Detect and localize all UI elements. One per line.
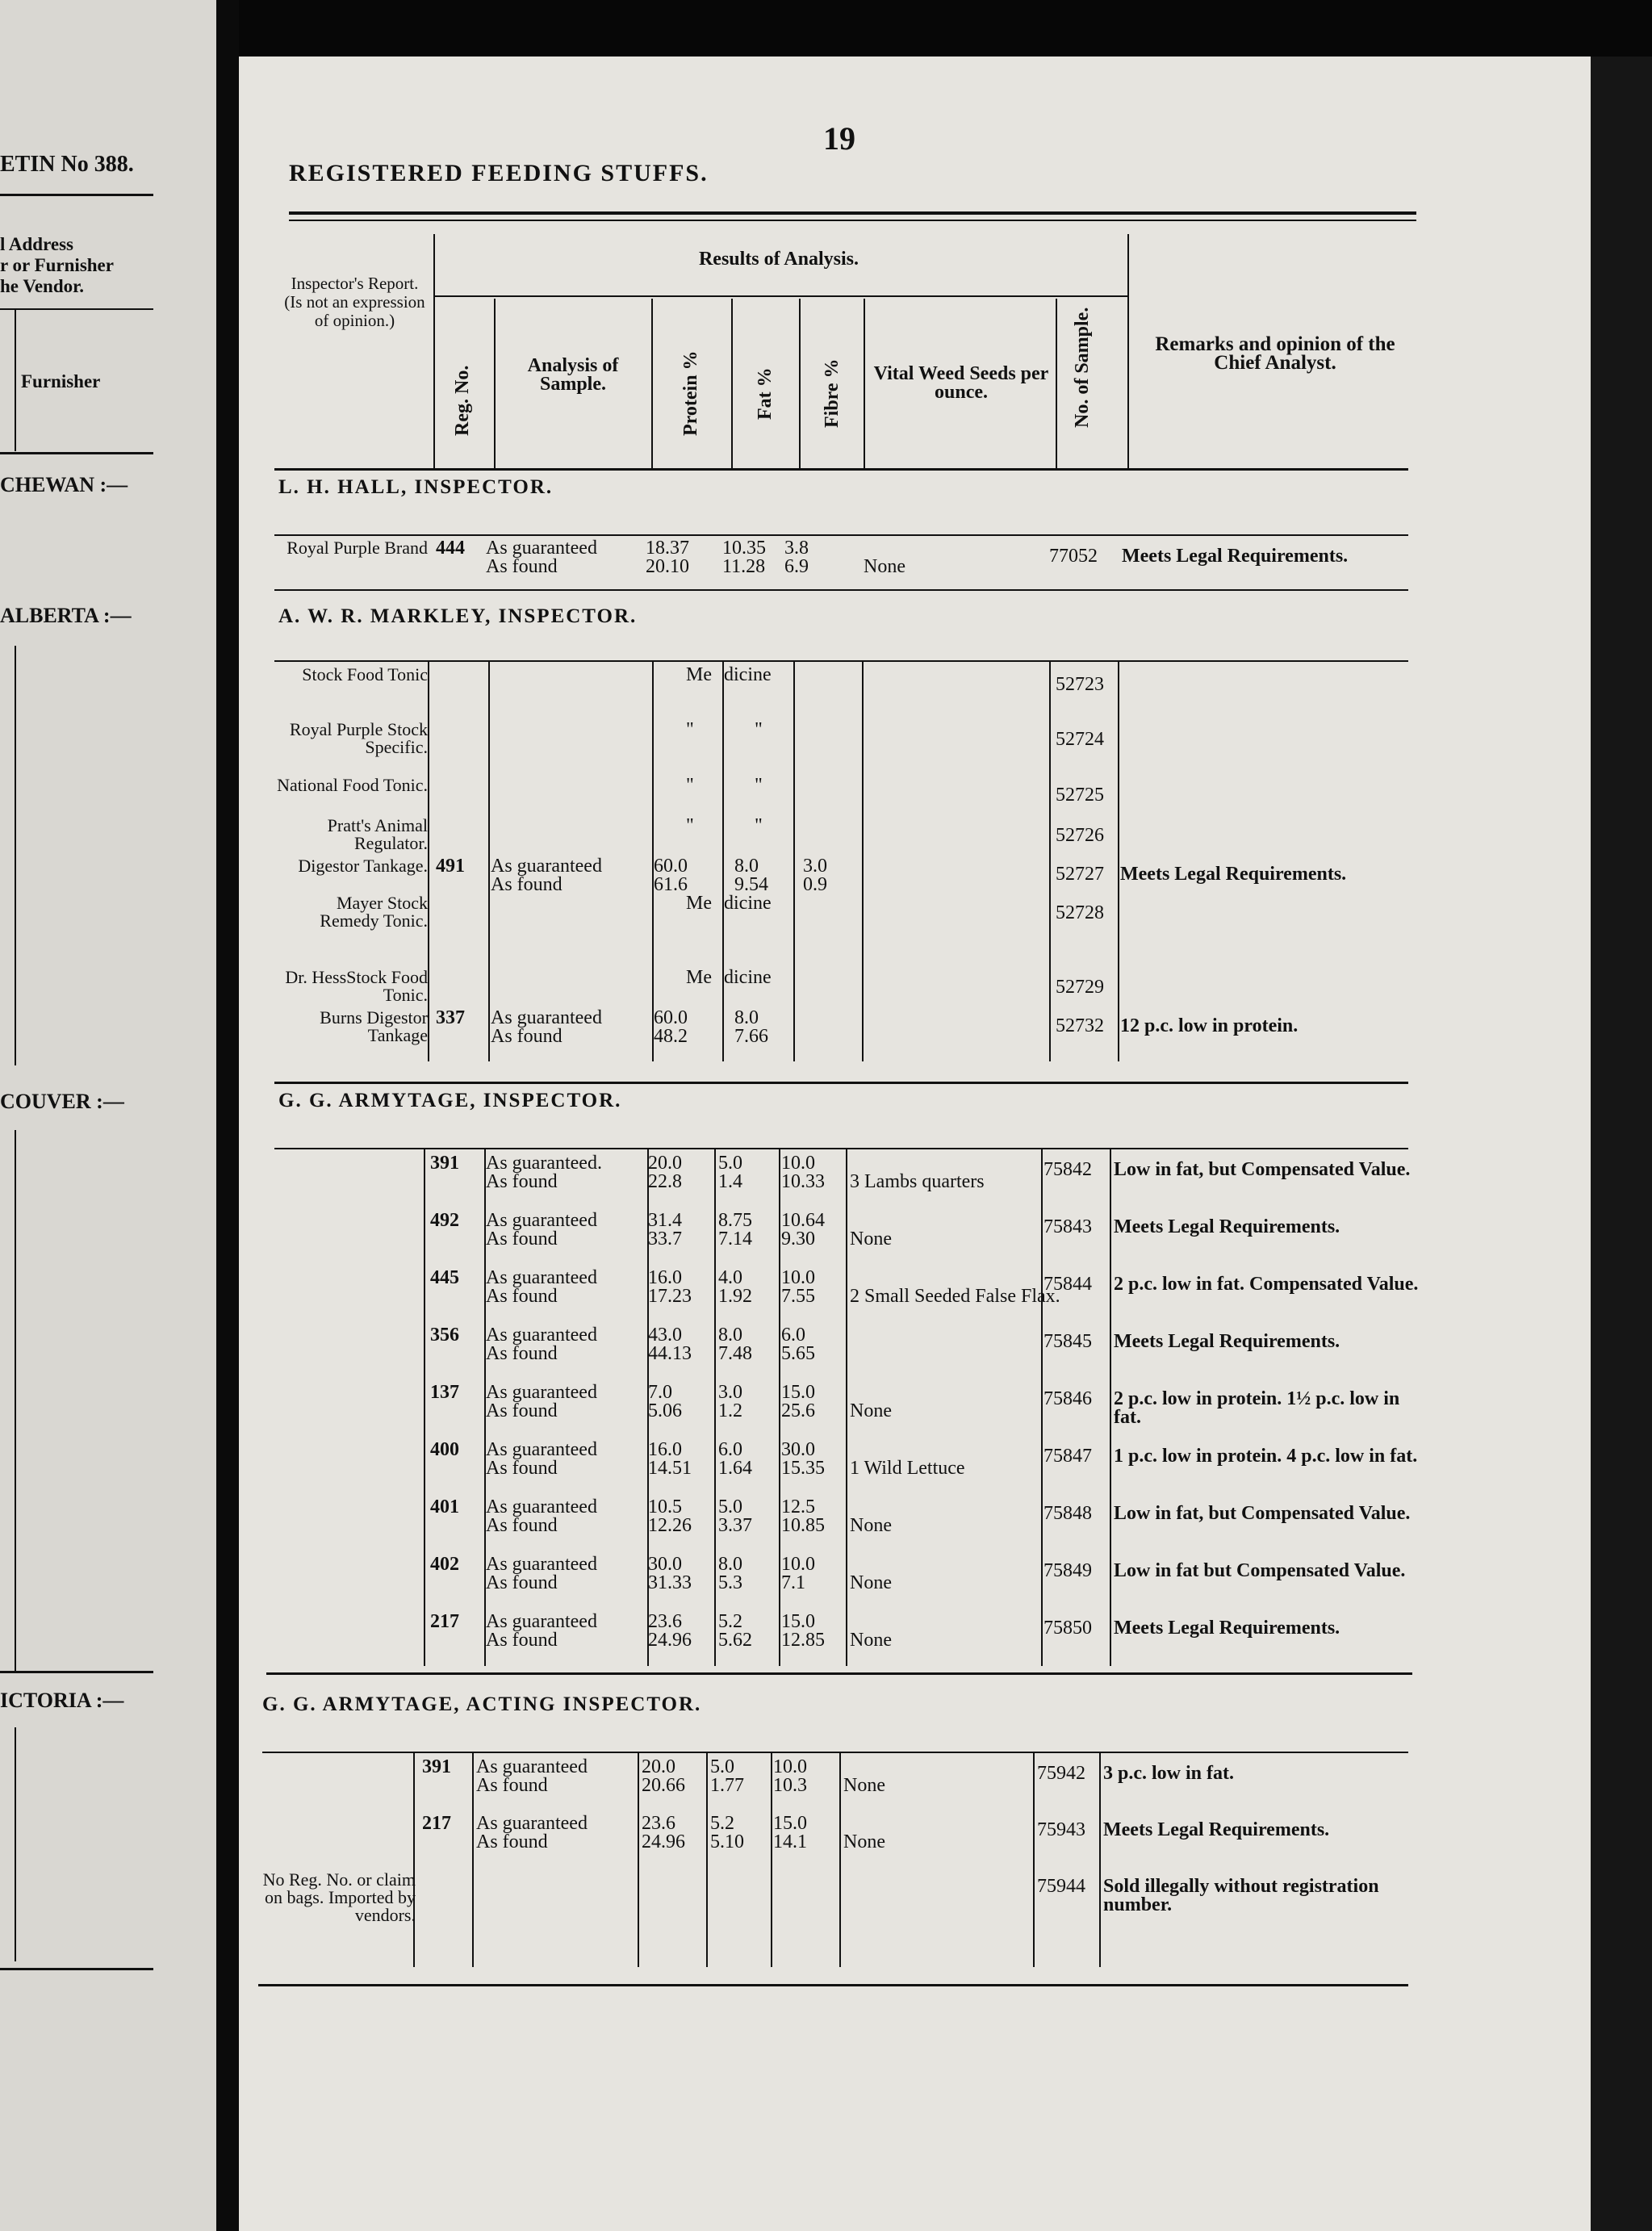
table-cell: 14.1 xyxy=(773,1831,807,1852)
table-cell: 9.30 xyxy=(781,1229,815,1249)
table-cell: 6.0 xyxy=(718,1439,742,1460)
table-cell: 75845 xyxy=(1043,1331,1092,1352)
table-cell: 1 Wild Lettuce xyxy=(850,1458,965,1479)
table-cell: 20.66 xyxy=(642,1775,685,1796)
table-cell: None xyxy=(850,1229,892,1249)
table-cell: As found xyxy=(486,1458,558,1479)
table-cell: 2 p.c. low in fat. Compensated Value. xyxy=(1114,1274,1419,1295)
table-cell: As found xyxy=(486,1229,558,1249)
table-cell: 1.92 xyxy=(718,1286,752,1307)
table-cell: 75847 xyxy=(1043,1446,1092,1467)
table-cell: 20.0 xyxy=(648,1153,682,1174)
table-cell: As guaranteed xyxy=(486,1611,597,1632)
table-cell: 23.6 xyxy=(642,1813,675,1834)
table-cell: 7.48 xyxy=(718,1343,752,1364)
table-cell: 10.33 xyxy=(781,1171,825,1192)
table-cell: 12.5 xyxy=(781,1496,815,1517)
table-cell: 7.14 xyxy=(718,1229,752,1249)
table-cell: 5.2 xyxy=(718,1611,742,1632)
table-cell: None xyxy=(850,1630,892,1651)
table-cell: None xyxy=(843,1775,885,1796)
table-cell: 5.0 xyxy=(710,1756,734,1777)
table-cell: 217 xyxy=(430,1611,459,1632)
table-cell: 5.3 xyxy=(718,1572,742,1593)
table-cell: 33.7 xyxy=(648,1229,682,1249)
table-cell: 10.0 xyxy=(773,1756,807,1777)
table-cell: 75844 xyxy=(1043,1274,1092,1295)
address-line: l Address xyxy=(0,234,73,254)
header-protein: Protein % xyxy=(680,350,701,436)
table-cell: As guaranteed xyxy=(486,1496,597,1517)
header-weed: Vital Weed Seeds per ounce. xyxy=(873,363,1049,403)
table-cell: As found xyxy=(476,1775,548,1796)
table-cell: 15.0 xyxy=(781,1611,815,1632)
table-cell: 401 xyxy=(430,1496,459,1517)
address-line: r or Furnisher xyxy=(0,255,114,275)
table-cell: Low in fat but Compensated Value. xyxy=(1114,1560,1406,1581)
page-number: 19 xyxy=(823,120,855,157)
table-cell: 10.0 xyxy=(781,1554,815,1575)
table-cell: 5.10 xyxy=(710,1831,744,1852)
address-line: he Vendor. xyxy=(0,276,84,296)
table-cell: None xyxy=(850,1515,892,1536)
header-results: Results of Analysis. xyxy=(698,249,859,270)
table-cell: 24.96 xyxy=(648,1630,692,1651)
section-inspector: G. G. ARMYTAGE, INSPECTOR. xyxy=(278,1090,622,1111)
table-cell: 3.37 xyxy=(718,1515,752,1536)
table-cell: 8.75 xyxy=(718,1210,752,1231)
table-cell: 10.0 xyxy=(781,1153,815,1174)
table-cell: 24.96 xyxy=(642,1831,685,1852)
table-cell: As found xyxy=(486,1630,558,1651)
table-cell: 7.1 xyxy=(781,1572,805,1593)
table-cell: 25.6 xyxy=(781,1400,815,1421)
table-cell: 217 xyxy=(422,1813,451,1834)
table-cell: 10.64 xyxy=(781,1210,825,1231)
gutter xyxy=(216,0,239,2231)
table-cell: Low in fat, but Compensated Value. xyxy=(1114,1159,1411,1180)
header-fibre: Fibre % xyxy=(822,358,843,428)
page-edge xyxy=(1591,57,1652,2231)
table-cell: As found xyxy=(486,1286,558,1307)
table-cell: As guaranteed xyxy=(486,1325,597,1346)
table-cell: 12.85 xyxy=(781,1630,825,1651)
table-cell: 30.0 xyxy=(781,1439,815,1460)
table-cell: 43.0 xyxy=(648,1325,682,1346)
table-cell: 15.0 xyxy=(781,1382,815,1403)
table-cell: As guaranteed xyxy=(476,1756,588,1777)
table-cell: 402 xyxy=(430,1554,459,1575)
table-cell: 17.23 xyxy=(648,1286,692,1307)
table-cell: 8.0 xyxy=(718,1325,742,1346)
table-cell: Low in fat, but Compensated Value. xyxy=(1114,1503,1411,1524)
table-cell: As found xyxy=(486,1400,558,1421)
table-cell: 30.0 xyxy=(648,1554,682,1575)
table-cell: 5.06 xyxy=(648,1400,682,1421)
table-cell: As found xyxy=(486,1572,558,1593)
table-cell: 1.77 xyxy=(710,1775,744,1796)
table-cell: 7.55 xyxy=(781,1286,815,1307)
table-cell: 10.0 xyxy=(781,1267,815,1288)
table-cell: 10.5 xyxy=(648,1496,682,1517)
table-cell: 15.0 xyxy=(773,1813,807,1834)
province-label: CHEWAN :— xyxy=(0,473,128,496)
table-cell: 5.0 xyxy=(718,1496,742,1517)
table-cell: 23.6 xyxy=(648,1611,682,1632)
table-cell: 31.4 xyxy=(648,1210,682,1231)
table-cell: 14.51 xyxy=(648,1458,692,1479)
table-cell: 1.64 xyxy=(718,1458,752,1479)
table-cell: 16.0 xyxy=(648,1439,682,1460)
table-cell: 20.0 xyxy=(642,1756,675,1777)
table-cell: 5.62 xyxy=(718,1630,752,1651)
table-cell: 10.3 xyxy=(773,1775,807,1796)
table-cell: 7.0 xyxy=(648,1382,672,1403)
left-page xyxy=(0,0,216,2231)
table-cell: 12.26 xyxy=(648,1515,692,1536)
table-cell: 5.0 xyxy=(718,1153,742,1174)
table-cell: 8.0 xyxy=(718,1554,742,1575)
table-cell: 6.0 xyxy=(781,1325,805,1346)
table-cell: No Reg. No. or claim on bags. Imported by vendors. xyxy=(262,1869,416,1925)
table-cell: Meets Legal Requirements. xyxy=(1114,1331,1340,1352)
table-cell: 492 xyxy=(430,1210,459,1231)
table-cell: As guaranteed xyxy=(486,1439,597,1460)
table-cell: 1.2 xyxy=(718,1400,742,1421)
table-cell: As guaranteed xyxy=(486,1554,597,1575)
province-label: ALBERTA :— xyxy=(0,604,132,627)
table-cell: As guaranteed xyxy=(486,1382,597,1403)
table-cell: 16.0 xyxy=(648,1267,682,1288)
header-analysis: Analysis of Sample. xyxy=(527,355,619,395)
bulletin-label: ETIN No 388. xyxy=(0,152,134,177)
table-cell: As found xyxy=(486,1515,558,1536)
table-cell: 75848 xyxy=(1043,1503,1092,1524)
header-fat: Fat % xyxy=(755,367,776,420)
table-cell: As guaranteed. xyxy=(486,1153,602,1174)
table-cell: 75944 xyxy=(1037,1876,1085,1897)
table-cell: 1 p.c. low in protein. 4 p.c. low in fat. xyxy=(1114,1446,1418,1467)
table-cell: As guaranteed xyxy=(486,1267,597,1288)
table-cell: Meets Legal Requirements. xyxy=(1103,1819,1330,1840)
table-cell: 75943 xyxy=(1037,1819,1085,1840)
table-row: Royal Purple Brand 444 As guaranteed As found 18.37 20.10 10.35 11.28 3.8 6.9 None 77052 Meets Legal Requirements. xyxy=(286,538,1349,577)
table-cell: Meets Legal Requirements. xyxy=(1114,1216,1340,1237)
table-cell: 75942 xyxy=(1037,1763,1085,1784)
table-cell: 391 xyxy=(422,1756,451,1777)
table-cell: 5.65 xyxy=(781,1343,815,1364)
table-cell: As found xyxy=(486,1343,558,1364)
table-cell: None xyxy=(850,1572,892,1593)
table-cell: None xyxy=(843,1831,885,1852)
table-cell: Sold illegally without registration number. xyxy=(1103,1876,1379,1915)
table-cell: 4.0 xyxy=(718,1267,742,1288)
table-cell: 22.8 xyxy=(648,1171,682,1192)
table-cell: 1.4 xyxy=(718,1171,742,1192)
page-title: REGISTERED FEEDING STUFFS. xyxy=(289,160,709,186)
table-cell: None xyxy=(850,1400,892,1421)
table-cell: Meets Legal Requirements. xyxy=(1114,1618,1340,1639)
table-cell: 356 xyxy=(430,1325,459,1346)
section-inspector: G. G. ARMYTAGE, ACTING INSPECTOR. xyxy=(262,1693,702,1715)
header-reg-no: Reg. No. xyxy=(452,365,473,436)
table-cell: 445 xyxy=(430,1267,459,1288)
table-cell: 15.35 xyxy=(781,1458,825,1479)
table-cell: As guaranteed xyxy=(486,1210,597,1231)
header-sample-no: No. of Sample. xyxy=(1072,307,1093,428)
table-cell: 10.85 xyxy=(781,1515,825,1536)
table-cell: 3 Lambs quarters xyxy=(850,1171,985,1192)
furnisher-label: Furnisher xyxy=(21,371,101,391)
province-label: COUVER :— xyxy=(0,1090,124,1113)
table-cell: 75850 xyxy=(1043,1618,1092,1639)
table-cell: 75843 xyxy=(1043,1216,1092,1237)
table-cell: As found xyxy=(476,1831,548,1852)
table-cell: As found xyxy=(486,1171,558,1192)
table-cell: 75842 xyxy=(1043,1159,1092,1180)
table-cell: As guaranteed xyxy=(476,1813,588,1834)
table-cell: 400 xyxy=(430,1439,459,1460)
table-cell: 75846 xyxy=(1043,1388,1092,1409)
table-cell: 2 Small Seeded False Flax. xyxy=(850,1286,1060,1307)
header-report: Inspector's Report. (Is not an expression of opinion.) xyxy=(284,274,425,330)
section-inspector: L. H. HALL, INSPECTOR. xyxy=(278,476,554,498)
section-inspector: A. W. R. MARKLEY, INSPECTOR. xyxy=(278,605,638,627)
table-cell: 3.0 xyxy=(718,1382,742,1403)
table-cell: 2 p.c. low in protein. 1½ p.c. low in fat. xyxy=(1114,1388,1400,1428)
table-cell: 44.13 xyxy=(648,1343,692,1364)
table-cell: 5.2 xyxy=(710,1813,734,1834)
table-cell: 3 p.c. low in fat. xyxy=(1103,1763,1234,1784)
table-cell: 31.33 xyxy=(648,1572,692,1593)
table-cell: 391 xyxy=(430,1153,459,1174)
table-cell: 75849 xyxy=(1043,1560,1092,1581)
header-remarks: Remarks and opinion of the Chief Analyst. xyxy=(1155,333,1395,374)
province-label: ICTORIA :— xyxy=(0,1689,124,1712)
table-cell: 137 xyxy=(430,1382,459,1403)
